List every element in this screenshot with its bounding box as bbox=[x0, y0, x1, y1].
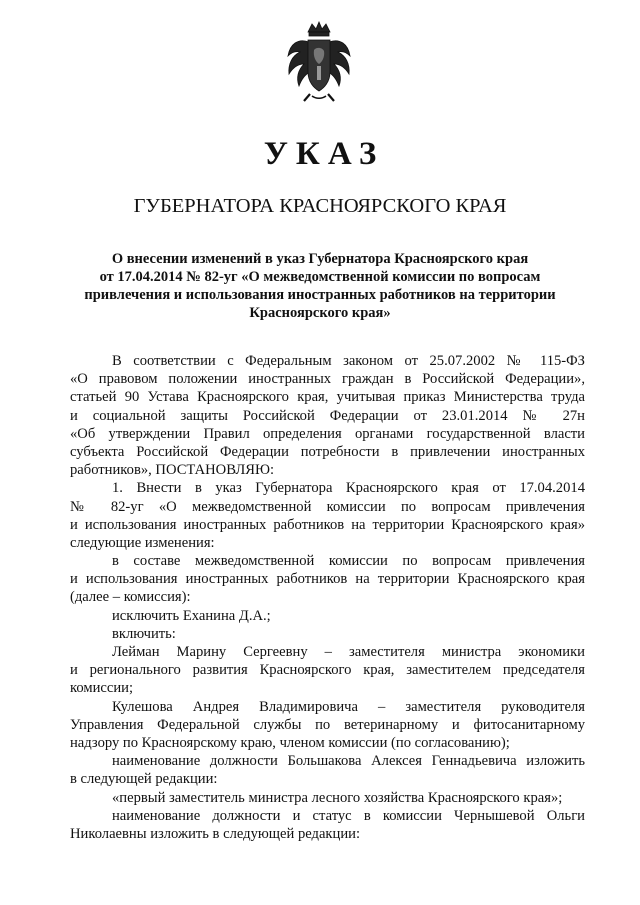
body-text-line: Управления Федеральной службы по ветеринарному и фитосанитарному bbox=[70, 716, 585, 733]
body-text-line: исключить Еханина Д.А.; bbox=[112, 607, 271, 624]
body-text-line: наименование должности Большакова Алексея Геннадьевича изложить bbox=[112, 753, 585, 770]
body-text-line: Лейман Марину Сергеевну – заместителя министра экономики bbox=[112, 644, 585, 660]
body-text-line: в составе межведомственной комиссии по вопросам привлечения bbox=[112, 553, 585, 570]
document-title: УКАЗ bbox=[263, 136, 385, 172]
body-text-line: следующие изменения: bbox=[70, 534, 215, 551]
heading-line: О внесении изменений в указ Губернатора Красноярского края bbox=[111, 251, 529, 267]
body-text-line: и использования иностранных работников на территории Красноярского края bbox=[70, 571, 585, 588]
body-text-line: включить: bbox=[112, 625, 176, 642]
document-subtitle: ГУБЕРНАТОРА КРАСНОЯРСКОГО КРАЯ bbox=[133, 195, 507, 217]
document-body bbox=[70, 352, 585, 843]
coat-of-arms-emblem bbox=[284, 20, 354, 102]
body-text-line: «О правовом положении иностранных граждан в Российской Федерации», bbox=[70, 371, 585, 388]
body-text-line: «Об утверждении Правил определения органами государственной власти bbox=[70, 425, 585, 442]
body-text-line: В соответствии с Федеральным законом от 25.07.2002 № 115-ФЗ bbox=[112, 353, 585, 369]
body-text-line: в следующей редакции: bbox=[70, 771, 218, 788]
body-text-line: наименование должности и статус в комиссии Чернышевой Ольги bbox=[112, 807, 585, 824]
body-text-line: статьей 90 Устава Красноярского края, учитывая приказ Министерства труда bbox=[70, 389, 585, 406]
body-text-line: субъекта Российской Федерации потребности в привлечении иностранных bbox=[70, 443, 585, 460]
body-text-line: Николаевны изложить в следующей редакции: bbox=[70, 825, 361, 842]
document-heading bbox=[60, 250, 580, 322]
body-text-line: 1. Внести в указ Губернатора Красноярского края от 17.04.2014 bbox=[112, 480, 585, 497]
body-text-line: и регионального развития Красноярского края, заместителем председателя bbox=[70, 662, 585, 679]
body-text-line: комиссии; bbox=[70, 680, 134, 697]
body-text-line: Кулешова Андрея Владимировича – заместителя руководителя bbox=[112, 698, 585, 715]
body-text-line: и социальной защиты Российской Федерации от 23.01.2014 № 27н bbox=[70, 407, 585, 424]
body-text-line: надзору по Красноярскому краю, членом комиссии (по согласованию); bbox=[70, 734, 510, 751]
body-text-line: «первый заместитель министра лесного хозяйства Красноярского края»; bbox=[112, 789, 563, 806]
body-text-line: работников», ПОСТАНОВЛЯЮ: bbox=[70, 462, 275, 479]
heading-line: Красноярского края» bbox=[249, 305, 391, 321]
body-text-line: (далее – комиссия): bbox=[70, 589, 191, 606]
heading-line: от 17.04.2014 № 82-уг «О межведомственной комиссии по вопросам bbox=[99, 269, 541, 285]
heading-line: привлечения и использования иностранных работников на территории bbox=[84, 287, 556, 303]
body-text-line: № 82-уг «О межведомственной комиссии по вопросам привлечения bbox=[70, 498, 585, 515]
body-text-line: и использования иностранных работников на территории Красноярского края» bbox=[70, 516, 585, 533]
